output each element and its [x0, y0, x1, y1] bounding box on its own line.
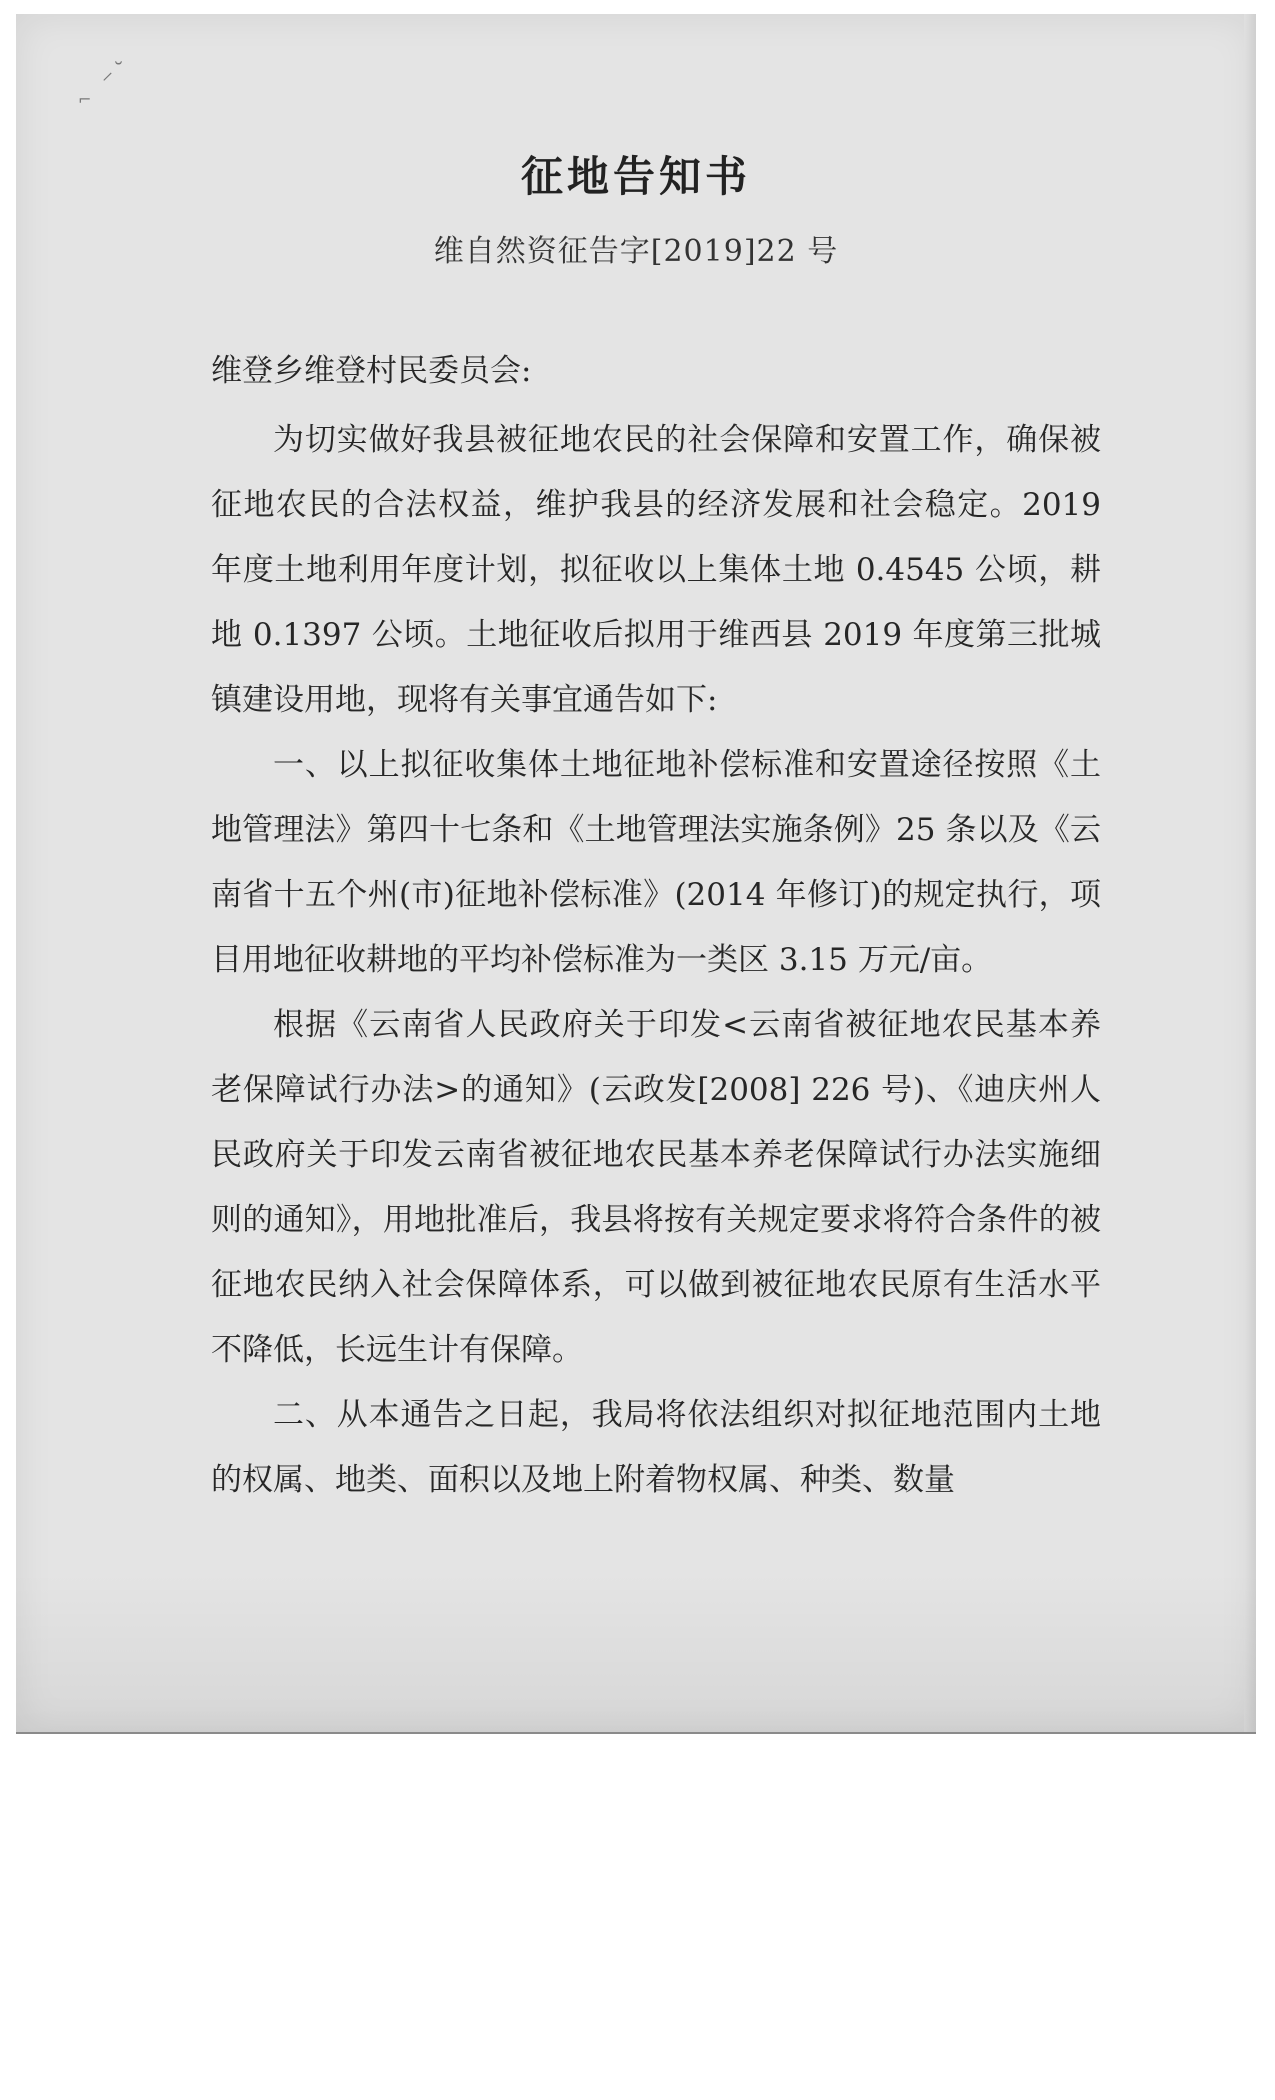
- addressee-line: 维登乡维登村民委员会:: [211, 353, 532, 389]
- paragraph-social-security: 根据《云南省人民政府关于印发<云南省被征地农民基本养老保障试行办法>的通知》(云政发[2008] 226 号)、《迪庆州人民政府关于印发云南省被征地农民基本养老保障试行办法实施细则的通知》，用地批准后，我县将按有关规定要求将符合条件的被征地农民纳入社会保障体系，可以做到被征地农民原有生活水平不降低，长远生计有保障。: [211, 1007, 1101, 1368]
- document-title: 征地告知书: [520, 152, 751, 201]
- scan-speck-mark: ⌐: [78, 90, 92, 109]
- paragraph-item-one: 一、以上拟征收集体土地征地补偿标准和安置途径按照《土地管理法》第四十七条和《土地管理法实施条例》25 条以及《云南省十五个州(市)征地补偿标准》(2014 年修订)的规定执行，项目用地征收耕地的平均补偿标准为一类区 3.15 万元/亩。: [211, 747, 1101, 978]
- paragraph-item-two: 二、从本通告之日起，我局将依法组织对拟征地范围内土地的权属、地类、面积以及地上附着物权属、种类、数量: [211, 1397, 1101, 1498]
- paragraph-intro: 为切实做好我县被征地农民的社会保障和安置工作，确保被征地农民的合法权益，维护我县的经济发展和社会稳定。2019 年度土地利用年度计划，拟征收以上集体土地 0.4545 公顷，耕地 0.1397 公顷。土地征收后拟用于维西县 2019 年度第三批城镇建设用地，现将有关事宜通告如下:: [211, 422, 1101, 718]
- scan-speck-mark: ⸝˘: [102, 60, 125, 85]
- scan-bottom-shading: [16, 1572, 1256, 1732]
- document-body: [211, 339, 1101, 1513]
- scan-edge-shadow: [1244, 14, 1256, 1732]
- scanned-page: [16, 14, 1256, 1734]
- document-number: 维自然资征告字[2019]22 号: [433, 234, 839, 269]
